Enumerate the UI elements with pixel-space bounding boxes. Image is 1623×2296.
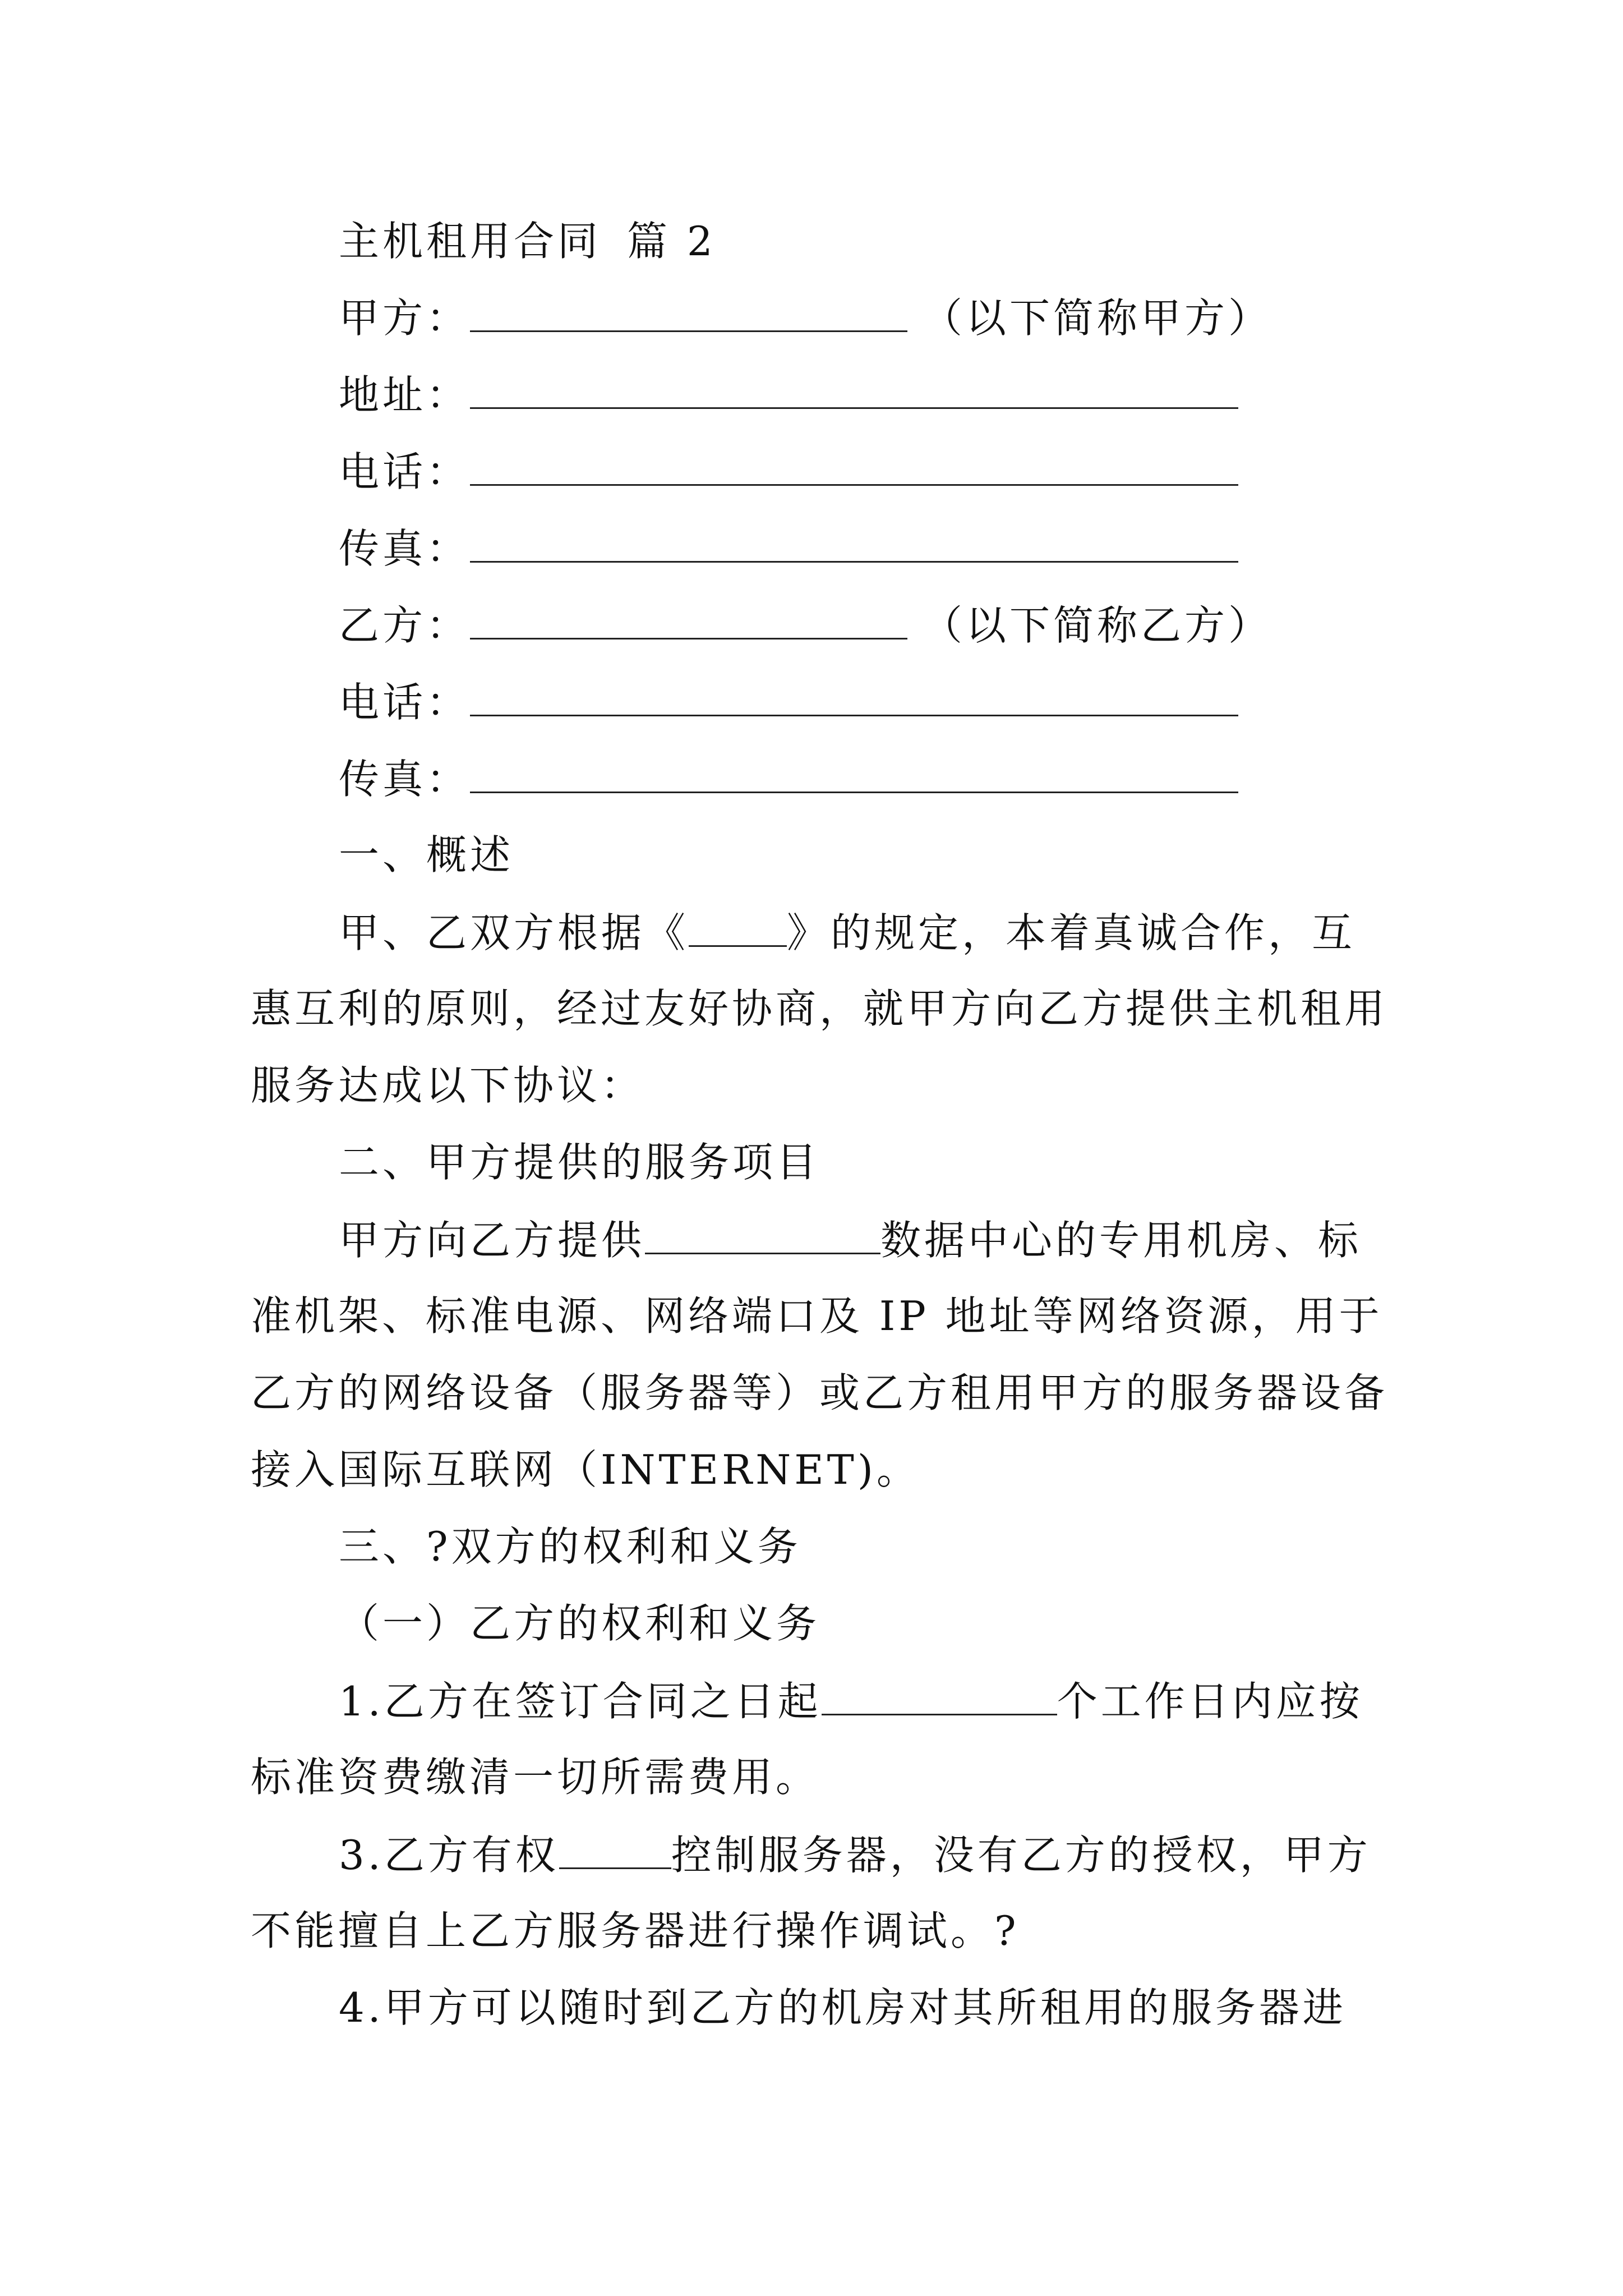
party-a-suffix: （以下简称甲方） — [922, 295, 1272, 342]
section-2-line-4: 接入国际互联网（INTERNET)。 — [251, 1446, 920, 1493]
fax-a-label: 传真： — [339, 525, 471, 572]
section-3-subheading: （一）乙方的权利和义务 — [339, 1600, 820, 1647]
document-title — [339, 213, 716, 269]
section-1-p1-text-b: 》的规定，本着真诚合作，互 — [787, 909, 1356, 956]
section-2-line-2: 准机架、标准电源、网络端口及 IP 地址等网络资源，用于 — [251, 1292, 1383, 1340]
section-2-line-3: 乙方的网络设备（服务器等）或乙方租用甲方的服务器设备 — [251, 1369, 1389, 1416]
party-b-suffix: （以下简称乙方） — [922, 602, 1272, 649]
phone-a-row — [339, 443, 1238, 500]
address-row — [339, 366, 1238, 423]
fax-b-blank — [470, 750, 1238, 793]
section-3-heading: 三、?双方的权利和义务 — [339, 1523, 801, 1570]
phone-b-label: 电话： — [339, 679, 471, 726]
control-blank — [559, 1826, 671, 1869]
item-3-text-a: 3.乙方有权 — [339, 1832, 559, 1879]
item-1-line-2: 标准资费缴清一切所需费用。 — [251, 1754, 820, 1801]
item-3-line-1 — [339, 1826, 1371, 1883]
section-1-p1-text-a: 甲、乙双方根据《 — [339, 909, 689, 956]
title-suffix: 篇 2 — [627, 218, 716, 265]
section-2-heading: 二、甲方提供的服务项目 — [339, 1139, 820, 1186]
item-3-text-b: 控制服务器，没有乙方的授权，甲方 — [671, 1832, 1371, 1879]
fax-a-row — [339, 519, 1238, 577]
item-1-text-b: 个工作日内应按 — [1057, 1678, 1363, 1725]
party-b-row — [339, 596, 1272, 654]
party-b-label: 乙方： — [339, 602, 471, 649]
party-a-blank — [470, 289, 907, 332]
phone-b-row — [339, 673, 1238, 730]
party-a-label: 甲方： — [339, 295, 471, 342]
law-name-blank — [689, 904, 787, 947]
section-1-heading: 一、概述 — [339, 831, 514, 878]
section-2-text-b: 数据中心的专用机房、标 — [880, 1217, 1362, 1264]
address-label: 地址： — [339, 371, 471, 418]
item-1-text-a: 1.乙方在签订合同之日起 — [339, 1678, 822, 1725]
item-1-line-1 — [339, 1672, 1363, 1729]
title-text: 主机租用合同 — [339, 218, 602, 265]
phone-a-blank — [470, 443, 1238, 486]
party-a-row — [339, 289, 1272, 346]
data-center-blank — [645, 1211, 880, 1254]
fax-b-row — [339, 750, 1238, 807]
section-1-p1-line-2: 惠互利的原则，经过友好协商，就甲方向乙方提供主机租用 — [251, 985, 1389, 1032]
fax-b-label: 传真： — [339, 756, 471, 803]
fax-a-blank — [470, 519, 1238, 563]
section-2-text-a: 甲方向乙方提供 — [339, 1217, 645, 1264]
phone-a-label: 电话： — [339, 448, 471, 495]
section-1-p1-line-1 — [339, 904, 1355, 961]
workdays-blank — [822, 1672, 1057, 1715]
section-1-p1-line-3: 服务达成以下协议： — [251, 1062, 645, 1109]
item-3-line-2: 不能擅自上乙方服务器进行操作调试。? — [251, 1907, 1020, 1954]
address-blank — [470, 366, 1238, 409]
section-2-line-1 — [339, 1211, 1362, 1268]
party-b-blank — [470, 596, 907, 639]
item-4-line-1: 4.甲方可以随时到乙方的机房对其所租用的服务器进 — [339, 1984, 1347, 2031]
phone-b-blank — [470, 673, 1238, 716]
